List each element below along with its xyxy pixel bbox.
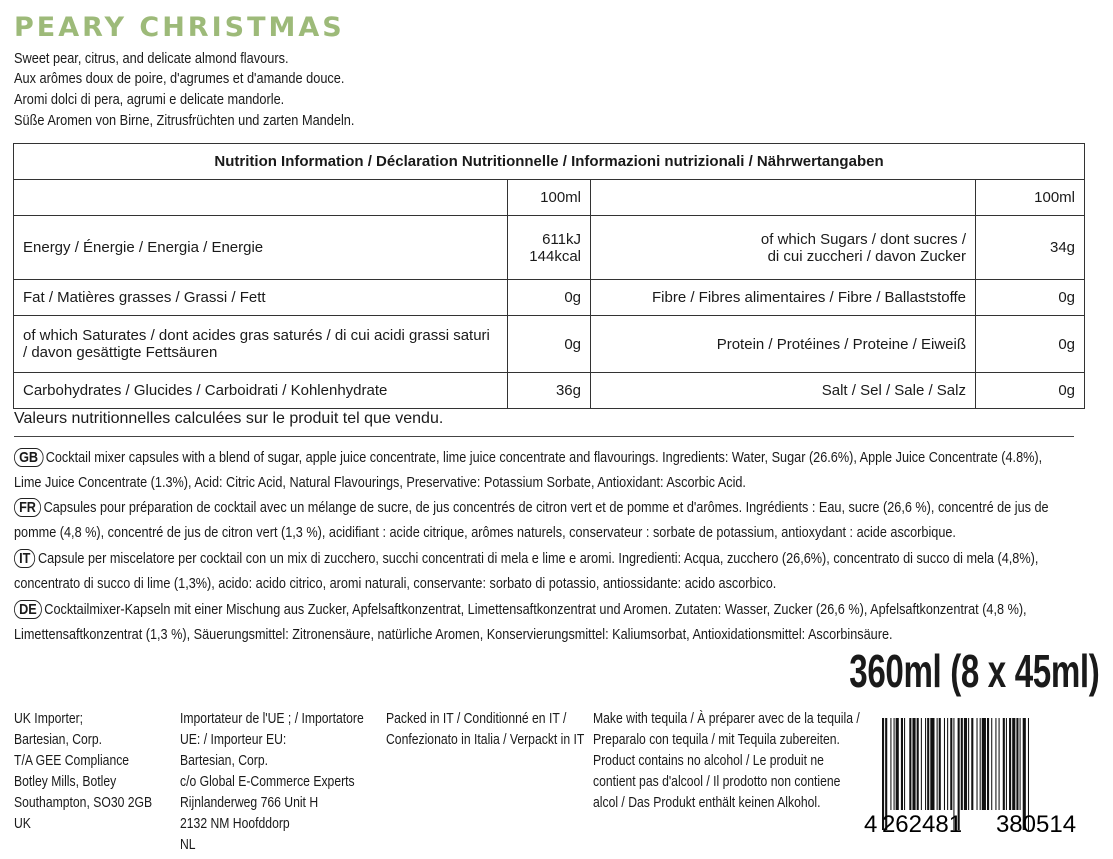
barcode-bar <box>971 718 973 810</box>
barcode-bar <box>909 718 911 810</box>
language-badge-gb: GB <box>14 448 43 467</box>
preparation-note: Make with tequila / À préparer avec de la tequila / Preparalo con tequila / mit Tequila zubereiten. Product contains no alcohol / Le produit ne contient pas d'alcool / Il prodotto non contiene alcol / Das Produkt enthält keinen Alkohol. <box>593 711 860 811</box>
barcode-bar <box>947 718 948 810</box>
ingredients-fr <box>14 495 1062 545</box>
uk-importer-address: UK Importer; Bartesian, Corp. T/A GEE Compliance Botley Mills, Botley Southampton, SO30 2GB UK <box>14 711 153 832</box>
tagline-de: Süße Aromen von Birne, Zitrusfrüchten und zarten Mandeln. <box>14 113 355 129</box>
barcode-bar <box>991 718 992 810</box>
nutrient-label: Energy / Énergie / Energia / Energie <box>14 216 508 280</box>
barcode-bar <box>894 718 895 810</box>
barcode-bar <box>1016 718 1018 810</box>
nutrient-value: 36g <box>508 373 591 409</box>
nutrient-value: 0g <box>976 316 1085 373</box>
unit-left: 100ml <box>508 180 591 216</box>
table-row <box>14 216 1085 280</box>
nutrition-unit-row <box>14 180 1085 216</box>
ingredients-gb <box>14 445 1062 495</box>
barcode-bar <box>950 718 952 810</box>
eu-importer-address: Importateur de l'UE ; / Importatore UE: / Importeur EU: Bartesian, Corp. c/o Global E-Commerce Experts Rijnlanderweg 766 Unit H 2132 NM Hoofddorp NL <box>180 711 364 853</box>
nutrient-label: of which Saturates / dont acides gras saturés / di cui acidi grassi saturi / davon gesättigte Fettsäuren <box>14 316 508 373</box>
ingredients-it <box>14 546 1062 596</box>
energy-kj: 611kJ <box>542 230 581 248</box>
tagline-it: Aromi dolci di pera, agrumi e delicate mandorle. <box>14 92 285 108</box>
nutrient-label: Fat / Matières grasses / Grassi / Fett <box>14 280 508 316</box>
unit-blank-right <box>591 180 976 216</box>
barcode-bar <box>1012 718 1015 810</box>
nutrient-label: Carbohydrates / Glucides / Carboidrati / Kohlenhydrate <box>14 373 508 409</box>
barcode-bar <box>901 718 903 810</box>
barcode-bar <box>917 718 919 810</box>
barcode-bar <box>927 718 929 810</box>
barcode-bar <box>930 718 934 810</box>
nutrient-value <box>508 216 591 280</box>
nutrient-value: 0g <box>976 373 1085 409</box>
barcode-bar <box>982 718 986 810</box>
language-badge-it: IT <box>14 549 35 568</box>
barcode-bar <box>904 718 905 810</box>
barcode-bar <box>896 718 899 810</box>
barcode-bar <box>944 718 945 810</box>
nutrient-value: 0g <box>508 316 591 373</box>
table-row <box>14 316 1085 373</box>
barcode-bar <box>964 718 967 810</box>
net-quantity: 360ml (8 x 45ml) <box>848 645 1099 697</box>
ingredients-text: Capsule per miscelatore per cocktail con un mix di zucchero, succhi concentrati di mela e lime e aromi. Ingredienti: Acqua, zucchero (26,6%), concentrato di succo di mela (4,8%), concentrato di succo di lime (1,3%), acido: acido citrico, aromi naturali, conservante: sorbato di potassio, antiossidante: acido ascorbico. <box>14 550 1039 592</box>
ingredients-de <box>14 597 1062 647</box>
barcode-bar <box>977 718 978 810</box>
nutrition-header-row <box>14 144 1085 180</box>
table-row <box>14 373 1085 409</box>
table-row <box>14 280 1085 316</box>
calculation-note: Valeurs nutritionnelles calculées sur le produit tel que vendu. <box>14 410 444 427</box>
barcode-bar <box>921 718 922 810</box>
nutrient-value: 0g <box>508 280 591 316</box>
nutrient-label: Fibre / Fibres alimentaires / Fibre / Ballaststoffe <box>591 280 976 316</box>
barcode-lead-digit: 4 <box>864 811 878 838</box>
language-badge-de: DE <box>14 600 42 619</box>
barcode-bar <box>1006 718 1007 810</box>
barcode-bar <box>999 718 1000 810</box>
barcode-right-digits: 380514 <box>995 811 1077 838</box>
sugars-label-2: di cui zuccheri / davon Zucker <box>767 247 966 265</box>
barcode-bar <box>939 718 941 810</box>
barcode-bar <box>1020 718 1021 810</box>
language-badge-fr: FR <box>14 498 41 517</box>
product-title: PEARY CHRISTMAS <box>14 12 345 43</box>
nutrition-table <box>13 143 1085 409</box>
barcode-bar <box>925 718 926 810</box>
ingredients-text: Cocktailmixer-Kapseln mit einer Mischung aus Zucker, Apfelsaftkonzentrat, Limettensaftkonzentrat und Aromen. Zutaten: Wasser, Zucker (26,6 %), Apfelsaftkonzentrat (4,8 %), Limettensaftkonzentrat (1,3 %), Säuerungsmittel: Zitronensäure, natürliche Aromen, Konservierungsmittel: Kaliumsorbat, Antioxidationsmittel: Ascorbinsäure. <box>14 601 1027 643</box>
barcode-bar <box>1003 718 1005 810</box>
unit-blank-left <box>14 180 508 216</box>
barcode <box>860 714 1100 854</box>
tagline-fr: Aux arômes doux de poire, d'agrumes et d'amande douce. <box>14 71 345 87</box>
barcode-bar <box>968 718 969 810</box>
ingredients-text: Capsules pour préparation de cocktail avec un mélange de sucre, de jus concentrés de citron vert et de pomme et d'arômes. Ingrédients : Eau, sucre (26,6 %), concentré de jus de pomme (4,8 %), concentré de jus de citron vert (1,3 %), acidifiant : acide citrique, arômes naturels, conservateur : sorbate de potassium, antioxydant : acide ascorbique. <box>14 499 1049 541</box>
nutrient-label: Protein / Protéines / Proteine / Eiweiß <box>591 316 976 373</box>
nutrient-value: 0g <box>976 280 1085 316</box>
barcode-bar <box>961 718 963 810</box>
nutrition-header: Nutrition Information / Déclaration Nutritionnelle / Informazioni nutrizionali / Nährwertangaben <box>14 144 1085 180</box>
barcode-bar <box>980 718 981 810</box>
divider <box>14 436 1074 437</box>
nutrient-value: 34g <box>976 216 1085 280</box>
nutrient-label <box>591 216 976 280</box>
barcode-bar <box>1009 718 1011 810</box>
energy-kcal: 144kcal <box>529 247 581 265</box>
sugars-label-1: of which Sugars / dont sucres / <box>760 230 966 248</box>
barcode-bar <box>912 718 915 810</box>
barcode-bar <box>987 718 989 810</box>
ingredients-text: Cocktail mixer capsules with a blend of sugar, apple juice concentrate, lime juice concentrate and flavourings. Ingredients: Water, Sugar (26.6%), Apple Juice Concentrate (4.8%), Lime Juice Concentrate (1.3%), Acid: Citric Acid, Natural Flavourings, Preservative: Potassium Sorbate, Antioxidant: Ascorbic Acid. <box>14 449 1043 491</box>
tagline-en: Sweet pear, citrus, and delicate almond flavours. <box>14 51 289 67</box>
barcode-bar <box>995 718 996 810</box>
unit-right: 100ml <box>976 180 1085 216</box>
barcode-bar <box>890 718 891 810</box>
packed-in-note: Packed in IT / Conditionné en IT / Confezionato in Italia / Verpackt in IT <box>386 711 585 748</box>
nutrient-label: Salt / Sel / Sale / Salz <box>591 373 976 409</box>
barcode-bar <box>937 718 938 810</box>
barcode-left-digits: 262481 <box>881 811 963 838</box>
